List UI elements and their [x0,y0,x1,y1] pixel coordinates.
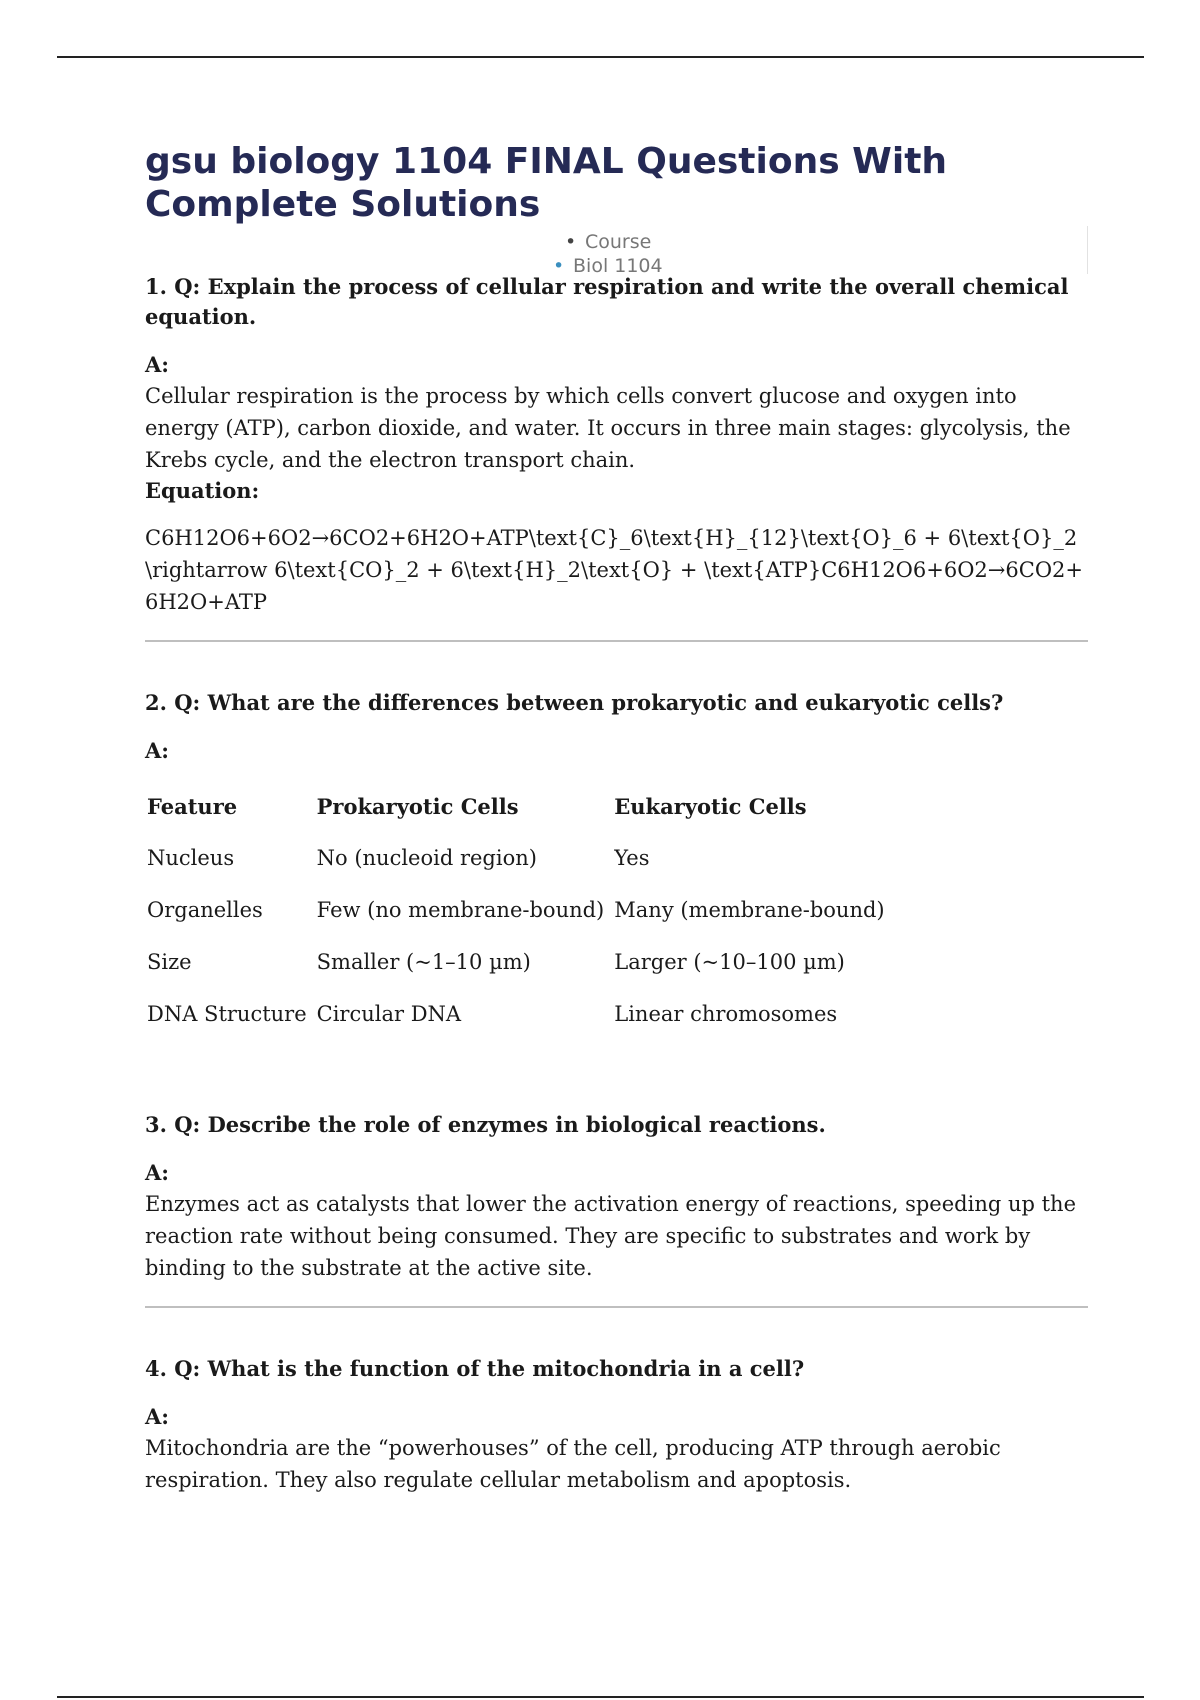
question-text: 3. Q: Describe the role of enzymes in biological reactions. [145,1112,826,1137]
table-cell: Many (membrane-bound) [614,898,885,922]
question-3 [145,1110,1088,1308]
table-header: Eukaryotic Cells [614,793,807,819]
meta-label: Course [585,231,652,253]
section-divider [145,1306,1088,1308]
answer-text: Mitochondria are the “powerhouses” of the cell, producing ATP through aerobic respiration. They also regulate cellular metabolism and apoptosis. [145,1436,1001,1492]
question-4 [145,1354,1088,1496]
section-divider [145,640,1088,642]
equation-label: Equation: [145,478,260,503]
document-page [145,140,1088,1496]
table-cell: Linear chromosomes [614,1002,838,1026]
course-meta-list [145,230,1088,278]
table-row [145,884,893,936]
table-cell: Organelles [147,898,263,922]
table-cell: Nucleus [147,846,235,870]
table-cell: Yes [614,846,650,870]
question-2 [145,688,1088,1040]
table-cell: Smaller (~1–10 µm) [316,950,531,974]
question-text: 4. Q: What is the function of the mitochondria in a cell? [145,1356,805,1381]
answer-label: A: [145,352,170,377]
question-text: 2. Q: What are the differences between prokaryotic and eukaryotic cells? [145,690,1004,715]
table-row [145,936,893,988]
table-cell: Larger (~10–100 µm) [614,950,845,974]
table-row [145,988,893,1040]
top-rule [57,56,1144,58]
bullet-icon: • [565,231,577,253]
table-cell: Circular DNA [316,1002,462,1026]
comparison-table-wrap [145,780,1088,1040]
table-cell: Few (no membrane-bound) [316,898,605,922]
comparison-table [145,780,893,1040]
answer-label: A: [145,738,170,763]
table-header: Prokaryotic Cells [316,793,519,819]
bullet-icon: • [553,255,565,277]
question-text: 1. Q: Explain the process of cellular respiration and write the overall chemical equation. [145,274,1069,329]
answer-label: A: [145,1404,170,1429]
answer-text: Cellular respiration is the process by which cells convert glucose and oxygen into energy (ATP), carbon dioxide, and water. It occurs in three main stages: glycolysis, the Krebs cycle, and the electron transport chain. [145,384,1071,472]
meta-divider [1087,226,1088,274]
table-header-row [145,780,893,832]
question-1 [145,272,1088,642]
meta-item-course [565,230,651,254]
table-row [145,832,893,884]
table-cell: Size [147,950,192,974]
meta-link[interactable]: Biol 1104 [573,255,663,277]
answer-label: A: [145,1160,170,1185]
equation-text: C6H12O6+6O2→6CO2+6H2O+ATP\text{C}_6\text{H}_{12}\text{O}_6 + 6\text{O}_2 \rightarrow 6\text{CO}_2 + 6\text{H}_2\text{O} + \text{ATP}C6H12O6+6O2→6CO2+6H2O+ATP [145,526,1083,614]
table-cell: DNA Structure [147,1002,307,1026]
meta-item-course-code[interactable] [553,254,663,278]
bottom-rule [57,1696,1144,1698]
answer-text: Enzymes act as catalysts that lower the activation energy of reactions, speeding up the reaction rate without being consumed. They are specific to substrates and work by binding to the substrate at the active site. [145,1192,1076,1280]
table-cell: No (nucleoid region) [316,846,537,870]
document-title: gsu biology 1104 FINAL Questions With Complete Solutions [145,141,948,225]
table-header: Feature [147,793,238,819]
